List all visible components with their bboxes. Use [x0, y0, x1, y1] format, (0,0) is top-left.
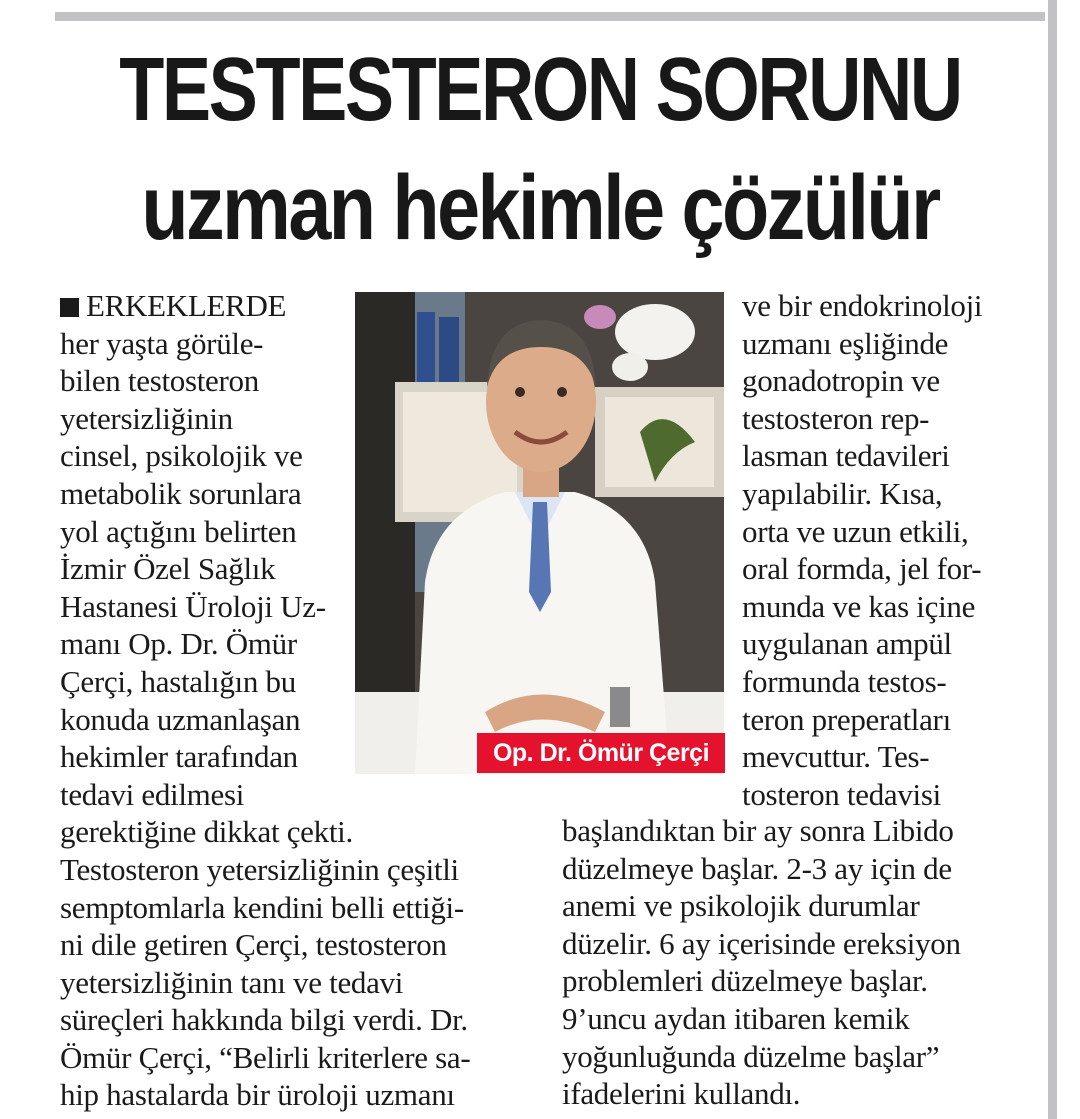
photo-caption: Op. Dr. Ömür Çerçi — [477, 733, 725, 773]
left-line: ni dile getiren Çerçi, testosteron — [60, 927, 447, 963]
left-line: yetersizliğinin tanı ve tedavi — [60, 964, 404, 1000]
right-column-rule — [1048, 0, 1057, 1119]
top-rule — [55, 12, 1045, 21]
left-line: Testosteron yetersizliğinin çeşitli — [60, 851, 459, 887]
left-line: metabolik sorunlara — [60, 475, 302, 511]
left-line: cinsel, psikolojik ve — [60, 438, 303, 474]
bottom-right-line: düzelir. 6 ay içerisinde ereksiyon — [562, 925, 961, 961]
right-line: munda ve kas içine — [742, 588, 976, 624]
bottom-right-line: anemi ve psikolojik durumlar — [562, 888, 920, 924]
right-line: mevcuttur. Tes- — [742, 739, 930, 775]
headline-line-1: TESTESTERON SORUNU — [119, 40, 961, 140]
square-bullet-icon — [60, 298, 79, 317]
lead-word: ERKEKLERDE — [86, 288, 287, 323]
left-line: tedavi edilmesi — [60, 776, 245, 812]
left-line: gerektiğine dikkat çekti. — [60, 814, 353, 850]
left-line: bilen testosteron — [60, 363, 259, 399]
bottom-right-column — [562, 812, 961, 1113]
right-line: teron preperatları — [742, 701, 951, 737]
left-line: yol açtığını belirten — [60, 513, 297, 549]
left-line: manı Op. Dr. Ömür — [60, 626, 297, 662]
right-line: yapılabilir. Kısa, — [742, 475, 943, 511]
bottom-right-line: ifadelerini kullandı. — [562, 1076, 801, 1112]
right-column — [742, 287, 982, 813]
left-line: hekimler tarafından — [60, 739, 298, 775]
left-line: Hastanesi Üroloji Uz- — [60, 588, 326, 624]
left-line: her yaşta görüle- — [60, 325, 264, 361]
right-line: oral formda, jel for- — [742, 551, 982, 587]
right-line: orta ve uzun etkili, — [742, 513, 969, 549]
bottom-right-line: problemleri düzelmeye başlar. — [562, 963, 928, 999]
right-line: tosteron tedavisi — [742, 776, 941, 812]
bottom-right-line: 9’uncu aydan itibaren kemik — [562, 1000, 910, 1036]
left-line: Ömür Çerçi, “Belirli kriterlere sa- — [60, 1039, 471, 1075]
right-line: gonadotropin ve — [742, 363, 940, 399]
bottom-right-line: yoğunluğunda düzelme başlar” — [562, 1038, 940, 1074]
bottom-right-line: başlandıktan bir ay sonra Libido — [562, 813, 954, 848]
right-line: uygulanan ampül — [742, 626, 952, 662]
left-line: semptomlarla kendini belli ettiği- — [60, 889, 464, 925]
left-line: İzmir Özel Sağlık — [60, 551, 276, 587]
left-line: hip hastalarda bir üroloji uzmanı — [60, 1077, 455, 1113]
left-line: yetersizliğinin — [60, 400, 233, 436]
right-line: testosteron rep- — [742, 400, 930, 436]
right-line: lasman tedavileri — [742, 438, 950, 474]
doctor-portrait-icon — [355, 292, 724, 774]
doctor-photo — [355, 292, 724, 774]
left-line: süreçleri hakkında bilgi verdi. Dr. — [60, 1002, 468, 1038]
left-line: konuda uzmanlaşan — [60, 701, 301, 737]
right-line: uzmanı eşliğinde — [742, 325, 949, 361]
right-line: ve bir endokrinoloji — [742, 288, 983, 323]
headline-line-2: uzman hekimle çözülür — [141, 157, 939, 259]
right-line: formunda testos- — [742, 663, 947, 699]
left-line: Çerçi, hastalığın bu — [60, 663, 296, 699]
bottom-right-line: düzelmeye başlar. 2-3 ay için de — [562, 850, 952, 886]
